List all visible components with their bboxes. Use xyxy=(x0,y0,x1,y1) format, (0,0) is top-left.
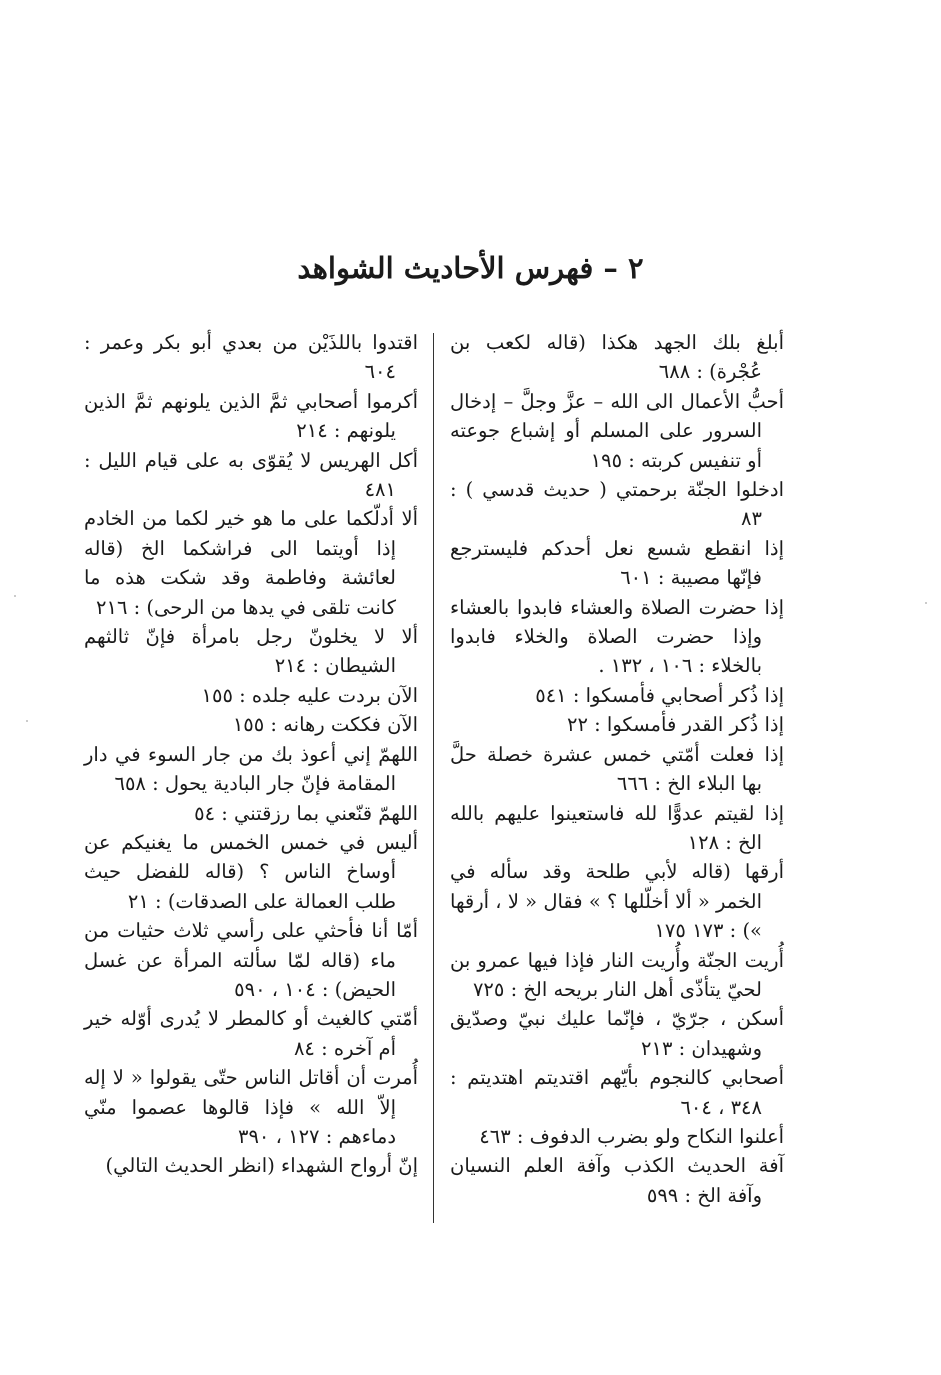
index-entry: أكرموا أصحابي ثمَّ الذين يلونهم ثمَّ الذين يلونهم : ٢١٤ xyxy=(84,389,418,443)
index-entry: أحبُّ الأعمال الى الله – عزَّ وجلَّ – إدخال السرور على المسلم أو إشباع جوعته أو تنفيس كربته : ١٩٥ xyxy=(450,389,784,472)
index-entry: ادخلوا الجنّة برحمتي ( حديث قدسي ) : ٨٣ xyxy=(450,478,784,531)
index-entry: اللهمّ إني أعوذ بك من جار السوء في دار المقامة فإنّ جار البادية يحول : ٦٥٨ xyxy=(84,742,418,796)
index-entry: ألا لا يخلونّ رجل بامرأة فإنّ ثالثهم الشيطان : ٢١٤ xyxy=(84,625,418,678)
index-entry: إذا ذُكر أصحابي فأمسكوا : ٥٤١ xyxy=(535,683,784,707)
index-entry: اللهمّ قنّعني بما رزقتني : ٥٤ xyxy=(194,801,418,825)
index-entry: أُريت الجنّة وأُريت النار فإذا فيها عمرو بن لحيّ يتأذّى أهل النار بريحه الخ : ٧٢٥ xyxy=(450,948,784,1001)
index-entry: أمّا أنا فأحثي على رأسي ثلاث حثيات من ماء (قاله لمّا سألته المرأة عن غسل الحيض) : ١٠٤ ، ٥٩٠ xyxy=(84,919,418,1001)
column-divider xyxy=(433,333,434,1223)
index-entry: أكل الهريس لا يُقوّى به على قيام الليل : ٤٨١ xyxy=(84,448,418,502)
index-entry: أُمرت أن أقاتل الناس حتّى يقولوا « لا إله إلاّ الله » فإذا قالوها عصموا منّي دماءهم : ١٢٧ ، ٣٩٠ xyxy=(84,1066,418,1148)
index-entry: الآن فككت رهانه : ١٥٥ xyxy=(232,713,418,737)
index-entry: إذا انقطع شسع نعل أحدكم فليسترجع فإنّها مصيبة : ٦٠١ xyxy=(450,536,784,590)
index-entry: الآن بردت عليه جلده : ١٥٥ xyxy=(201,683,418,707)
page-title: ٢ – فهرس الأحاديث الشواهد xyxy=(297,251,644,285)
index-entry: إنّ أرواح الشهداء (انظر الحديث التالي) xyxy=(105,1154,418,1178)
scan-speck xyxy=(14,595,16,597)
index-entry: إذا فعلت أمّتي خمس عشرة خصلة حلَّ بها البلاء الخ : ٦٦٦ xyxy=(450,742,784,796)
index-entry: أمّتي كالغيث أو كالمطر لا يُدرى أوّله خير أم آخره : ٨٤ xyxy=(84,1007,418,1060)
index-entry: ألا أدلّكما على ما هو خير لكما من الخادم إذا أويتما الى فراشكما الخ (قاله لعائشة وفاطمة وقد شكت هذه ما كانت تلقى في يدها من الرحى) : ٢١٦ xyxy=(84,507,418,619)
scan-speck xyxy=(925,602,927,604)
index-entry: إذا لقيتم عدوًّا لله فاستعينوا عليهم بالله الخ : ١٢٨ xyxy=(450,801,784,854)
index-entry: آفة الحديث الكذب وآفة العلم النسيان وآفة الخ : ٥٩٩ xyxy=(450,1154,784,1207)
scan-speck xyxy=(26,720,28,722)
index-entry: أصحابي كالنجوم بأيّهم اقتديتم اهتديتم : ٣٤٨ ، ٦٠٤ xyxy=(450,1066,784,1119)
index-entry: أسكن ، جرّيّ ، فإنّما عليك نبيّ وصدّيق وشهيدان : ٢١٣ xyxy=(450,1007,784,1060)
index-entry: أعلنوا النكاح ولو بضرب الدفوف : ٤٦٣ xyxy=(479,1124,784,1148)
index-entry: إذا ذُكر القدر فأمسكوا : ٢٢ xyxy=(566,713,784,737)
index-entry: أرقها (قاله لأبي طلحة وقد سأله في الخمر « ألا أخلّلها ؟ » فقال « لا ، أرقها ») : ١٧٣ ١٧٥ xyxy=(450,860,784,943)
index-entry: أبلغ بلك الجهد هكذا (قاله لكعب بن عُجْرة) : ٦٨٨ xyxy=(450,331,784,384)
index-column-right xyxy=(450,328,784,1210)
index-entry: أليس في خمس الخمس ما يغنيكم عن أوساخ الناس ؟ (قاله للفضل حيث طلب العمالة على الصدقات) : ٢١ xyxy=(84,830,418,913)
index-entry: إذا حضرت الصلاة والعشاء فابدوا بالعشاء وإذا حضرت الصلاة والخلاء فابدوا بالخلاء : ١٠٦ ، ١٣٢ . xyxy=(450,595,784,678)
index-entry: اقتدوا باللذَيْن من بعدي أبو بكر وعمر : ٦٠٤ xyxy=(84,331,418,384)
index-column-left xyxy=(84,328,418,1181)
